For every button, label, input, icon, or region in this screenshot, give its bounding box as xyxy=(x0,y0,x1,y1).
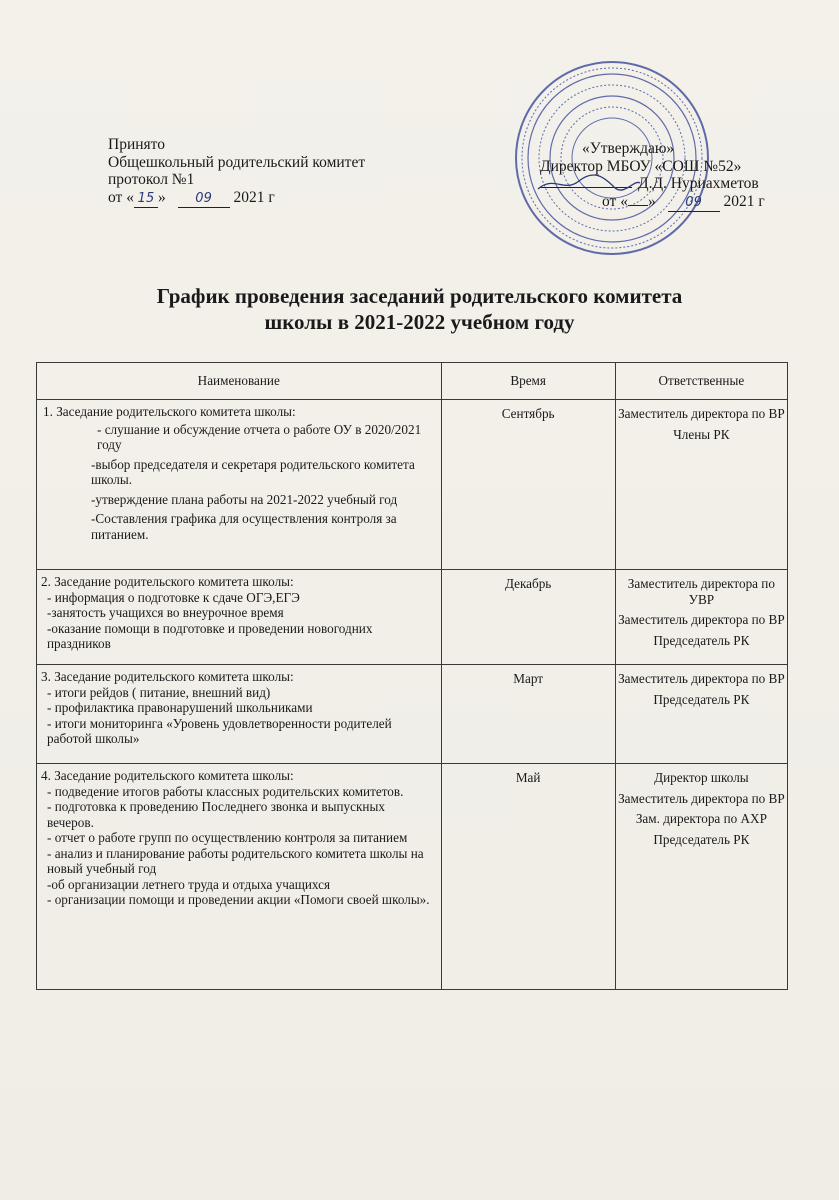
agenda-item: - итоги рейдов ( питание, внешний вид) xyxy=(47,684,271,700)
director-signature-line xyxy=(540,175,765,193)
title-line-1: График проведения заседаний родительского комитета xyxy=(156,284,683,308)
agenda-item: - слушание и обсуждение отчета о работе ОУ в 2020/2021 году xyxy=(97,421,422,452)
meeting-time: Сентябрь xyxy=(441,400,615,570)
committee-name: Общешкольный родительский комитет xyxy=(108,153,366,171)
meeting-description xyxy=(37,665,442,764)
approval-date xyxy=(540,193,765,213)
responsible-item: Председатель РК xyxy=(653,632,750,648)
agenda-item: -занятость учащихся во внеурочное время xyxy=(47,605,284,620)
table-row xyxy=(37,665,788,764)
meeting-description xyxy=(37,400,442,570)
responsible-item: Директор школы xyxy=(654,770,749,785)
header-responsible: Ответственные xyxy=(615,363,787,400)
meeting-description xyxy=(37,570,442,665)
handwritten-day: 15 xyxy=(134,190,158,209)
date-prefix: от « xyxy=(602,192,628,210)
meeting-title: 1. Заседание родительского комитета школы: xyxy=(43,404,296,419)
title-line-2: школы в 2021-2022 учебном году xyxy=(264,310,575,334)
meeting-title: 3. Заседание родительского комитета школы: xyxy=(41,669,294,684)
responsible-item: Заместитель директора по ВР xyxy=(618,671,785,686)
date-suffix: 2021 г xyxy=(233,188,275,206)
meeting-time: Март xyxy=(441,665,615,764)
date-prefix: от « xyxy=(108,188,134,206)
handwritten-day xyxy=(628,205,648,206)
table-row xyxy=(37,400,788,570)
agenda-item: - информация о подготовке к сдаче ОГЭ,ЕГЭ xyxy=(47,589,300,605)
table-row xyxy=(37,764,788,990)
signature xyxy=(540,187,632,188)
page-title xyxy=(0,283,839,335)
responsible-item: Члены РК xyxy=(673,426,730,442)
handwritten-month: 09 xyxy=(178,190,230,209)
agenda-item: - организации помощи и проведении акции «Помоги своей школы». xyxy=(47,892,430,907)
header-name: Наименование xyxy=(37,363,442,400)
accepted-date xyxy=(108,189,365,209)
agenda-item: -утверждение плана работы на 2021-2022 учебный год xyxy=(91,491,398,507)
date-mid: » xyxy=(647,192,656,210)
approve-label: «Утверждаю» xyxy=(582,140,675,157)
responsible-persons xyxy=(615,570,787,665)
meeting-title: 4. Заседание родительского комитета школы: xyxy=(41,768,294,783)
agenda-item: - подготовка к проведению Последнего звонка и выпускных вечеров. xyxy=(47,799,385,830)
date-mid: » xyxy=(157,188,166,206)
agenda-item: - профилактика правонарушений школьниками xyxy=(47,700,313,715)
agenda-item: -оказание помощи в подготовке и проведении новогодних праздников xyxy=(47,620,373,651)
meeting-schedule-table xyxy=(36,362,788,990)
meeting-description xyxy=(37,764,442,990)
agenda-item: - подведение итогов работы классных родительских комитетов. xyxy=(47,783,404,799)
responsible-item: Зам. директора по АХР xyxy=(635,811,767,826)
approval-block xyxy=(540,140,765,212)
responsible-item: Заместитель директора по ВР xyxy=(618,790,785,806)
responsible-item: Заместитель директора по ВР xyxy=(618,612,785,627)
agenda-item: -выбор председателя и секретаря родительского комитета школы. xyxy=(91,456,415,487)
protocol-number: протокол №1 xyxy=(108,171,195,188)
director-name: Д.Д. Нуриахметов xyxy=(638,175,759,192)
responsible-persons xyxy=(615,400,787,570)
agenda-item: -об организации летнего труда и отдыха учащихся xyxy=(47,876,331,892)
meeting-time: Май xyxy=(441,764,615,990)
responsible-item: Заместитель директора по ВР xyxy=(618,406,785,421)
agenda-item: - итоги мониторинга «Уровень удовлетворенности родителей работой школы» xyxy=(47,715,392,746)
date-suffix: 2021 г xyxy=(723,192,765,210)
header-time: Время xyxy=(441,363,615,400)
responsible-persons xyxy=(615,764,787,990)
responsible-persons xyxy=(615,665,787,764)
responsible-item: Заместитель директора по УВР xyxy=(627,576,775,607)
meeting-time: Декабрь xyxy=(441,570,615,665)
agenda-item: - анализ и планирование работы родительского комитета школы на новый учебный год xyxy=(47,845,424,876)
table-row xyxy=(37,570,788,665)
accepted-label: Принято xyxy=(108,136,165,153)
responsible-item: Председатель РК xyxy=(653,831,750,847)
agenda-item: - отчет о работе групп по осуществлению контроля за питанием xyxy=(47,830,408,845)
agenda-item: -Составления графика для осуществления контроля за питанием. xyxy=(91,511,397,542)
director-title: Директор МБОУ «СОШ №52» xyxy=(540,157,742,175)
table-header-row xyxy=(37,363,788,400)
handwritten-month: 09 xyxy=(668,194,720,213)
accepted-block xyxy=(108,136,365,208)
meeting-title: 2. Заседание родительского комитета школы: xyxy=(41,574,294,589)
responsible-item: Председатель РК xyxy=(653,691,750,707)
